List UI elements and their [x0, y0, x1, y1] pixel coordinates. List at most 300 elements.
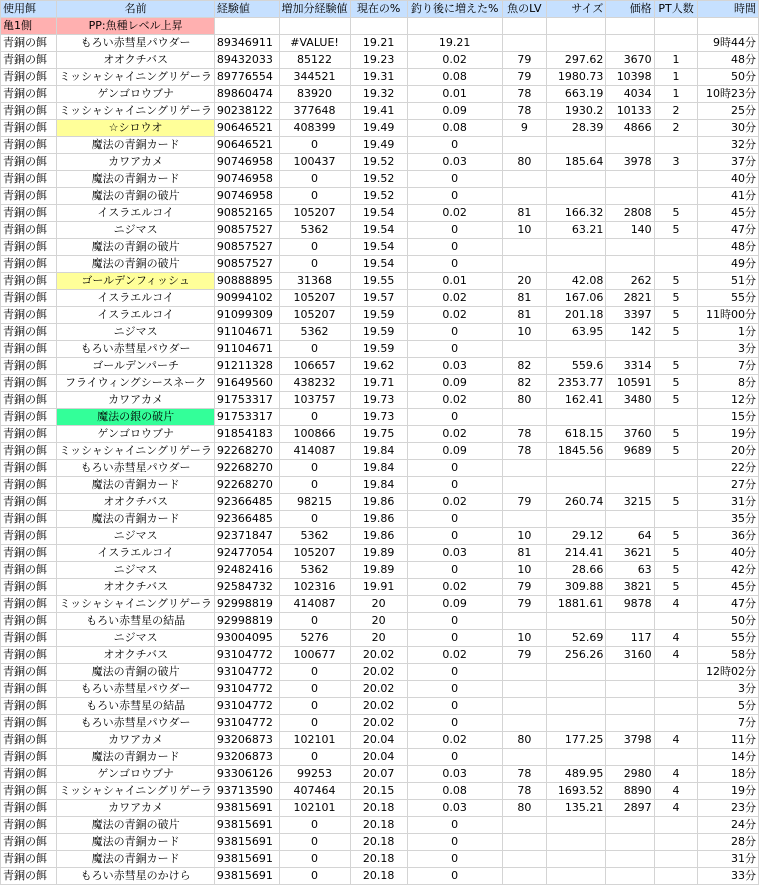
table-cell[interactable]: ミッシャシャイニングリゲーラ — [57, 783, 214, 800]
table-cell[interactable]: 45分 — [698, 579, 759, 596]
table-cell[interactable] — [502, 749, 547, 766]
table-cell[interactable]: 青銅の餌 — [1, 494, 57, 511]
table-cell[interactable]: 309.88 — [547, 579, 606, 596]
table-cell[interactable]: 0 — [279, 511, 350, 528]
table-cell[interactable]: 5 — [654, 324, 698, 341]
table-cell[interactable]: 20.02 — [350, 681, 407, 698]
table-cell[interactable]: 2897 — [606, 800, 654, 817]
table-cell[interactable]: 41分 — [698, 188, 759, 205]
table-cell[interactable] — [547, 511, 606, 528]
table-cell[interactable]: 0 — [407, 324, 502, 341]
column-header[interactable]: 時間 — [698, 1, 759, 18]
table-cell[interactable] — [606, 817, 654, 834]
table-cell[interactable]: 青銅の餌 — [1, 868, 57, 885]
table-cell[interactable]: 92998819 — [214, 596, 279, 613]
table-cell[interactable] — [502, 477, 547, 494]
table-cell[interactable]: 19.84 — [350, 477, 407, 494]
table-cell[interactable]: 14分 — [698, 749, 759, 766]
table-cell[interactable]: 90646521 — [214, 120, 279, 137]
table-cell[interactable]: 79 — [502, 494, 547, 511]
table-cell[interactable]: 0.09 — [407, 375, 502, 392]
table-cell[interactable]: 19.52 — [350, 188, 407, 205]
table-cell[interactable]: 5 — [654, 528, 698, 545]
table-cell[interactable]: 185.64 — [547, 154, 606, 171]
table-cell[interactable]: 19.62 — [350, 358, 407, 375]
table-cell[interactable]: 100677 — [279, 647, 350, 664]
table-cell[interactable]: 3397 — [606, 307, 654, 324]
table-cell[interactable]: もろい赤彗星のかけら — [57, 868, 214, 885]
table-cell[interactable]: 105207 — [279, 545, 350, 562]
table-cell[interactable]: 408399 — [279, 120, 350, 137]
table-cell[interactable]: イスラエルコイ — [57, 290, 214, 307]
table-cell[interactable]: 102101 — [279, 732, 350, 749]
table-cell[interactable]: 2808 — [606, 205, 654, 222]
table-cell[interactable]: 0.09 — [407, 443, 502, 460]
table-cell[interactable]: ゲンゴロウブナ — [57, 426, 214, 443]
table-cell[interactable]: 0.02 — [407, 647, 502, 664]
table-cell[interactable]: 55分 — [698, 290, 759, 307]
table-cell[interactable]: 10 — [502, 222, 547, 239]
table-cell[interactable]: 93104772 — [214, 647, 279, 664]
table-cell[interactable]: 青銅の餌 — [1, 205, 57, 222]
table-cell[interactable]: 青銅の餌 — [1, 52, 57, 69]
table-cell[interactable]: 19.75 — [350, 426, 407, 443]
table-cell[interactable]: 102316 — [279, 579, 350, 596]
table-cell[interactable]: 28.39 — [547, 120, 606, 137]
table-cell[interactable]: 0 — [279, 409, 350, 426]
table-cell[interactable]: 100437 — [279, 154, 350, 171]
table-cell[interactable]: 0 — [407, 664, 502, 681]
table-cell[interactable]: ミッシャシャイニングリゲーラ — [57, 596, 214, 613]
table-cell[interactable]: 4 — [654, 800, 698, 817]
table-cell[interactable]: 魔法の青銅カード — [57, 851, 214, 868]
table-cell[interactable]: 92366485 — [214, 511, 279, 528]
table-cell[interactable]: 5 — [654, 545, 698, 562]
table-cell[interactable]: 20 — [350, 613, 407, 630]
table-cell[interactable]: 89860474 — [214, 86, 279, 103]
table-cell[interactable]: 0 — [279, 681, 350, 698]
table-cell[interactable]: 91753317 — [214, 392, 279, 409]
table-cell[interactable]: 2 — [654, 120, 698, 137]
table-cell[interactable]: 25分 — [698, 103, 759, 120]
table-cell[interactable]: 0.08 — [407, 120, 502, 137]
table-cell[interactable]: 19.59 — [350, 307, 407, 324]
table-cell[interactable] — [654, 256, 698, 273]
table-cell[interactable]: 0 — [407, 341, 502, 358]
table-cell[interactable]: 105207 — [279, 307, 350, 324]
table-cell[interactable]: 19.91 — [350, 579, 407, 596]
table-cell[interactable]: 91753317 — [214, 409, 279, 426]
table-cell[interactable]: 0 — [407, 188, 502, 205]
table-cell[interactable] — [606, 137, 654, 154]
table-cell[interactable]: 83920 — [279, 86, 350, 103]
table-cell[interactable]: 3670 — [606, 52, 654, 69]
table-cell[interactable]: 3314 — [606, 358, 654, 375]
table-cell[interactable]: 0 — [279, 698, 350, 715]
table-cell[interactable]: 0.03 — [407, 766, 502, 783]
table-cell[interactable]: ニジマス — [57, 528, 214, 545]
table-cell[interactable]: 青銅の餌 — [1, 460, 57, 477]
table-cell[interactable]: 28.66 — [547, 562, 606, 579]
table-cell[interactable]: 81 — [502, 545, 547, 562]
table-cell[interactable]: 63 — [606, 562, 654, 579]
table-cell[interactable]: 19.54 — [350, 205, 407, 222]
table-cell[interactable] — [606, 868, 654, 885]
table-cell[interactable]: 青銅の餌 — [1, 800, 57, 817]
table-cell[interactable]: 91211328 — [214, 358, 279, 375]
table-cell[interactable]: 22分 — [698, 460, 759, 477]
table-cell[interactable]: カワアカメ — [57, 392, 214, 409]
table-cell[interactable]: 0 — [407, 681, 502, 698]
table-cell[interactable]: 4034 — [606, 86, 654, 103]
table-cell[interactable]: 青銅の餌 — [1, 647, 57, 664]
table-cell[interactable]: 19.71 — [350, 375, 407, 392]
table-cell[interactable]: 5 — [654, 290, 698, 307]
table-cell[interactable]: 91104671 — [214, 341, 279, 358]
table-cell[interactable]: 魔法の青銅の破片 — [57, 817, 214, 834]
table-cell[interactable]: 0 — [279, 171, 350, 188]
table-cell[interactable]: 19.73 — [350, 392, 407, 409]
table-cell[interactable]: 19.59 — [350, 324, 407, 341]
table-cell[interactable]: 青銅の餌 — [1, 596, 57, 613]
table-cell[interactable]: 0 — [279, 239, 350, 256]
table-cell[interactable]: 9689 — [606, 443, 654, 460]
table-cell[interactable]: 31368 — [279, 273, 350, 290]
table-cell[interactable]: 50分 — [698, 69, 759, 86]
table-cell[interactable]: 3分 — [698, 341, 759, 358]
table-cell[interactable] — [606, 460, 654, 477]
table-cell[interactable]: 135.21 — [547, 800, 606, 817]
table-cell[interactable]: 177.25 — [547, 732, 606, 749]
table-cell[interactable]: 58分 — [698, 647, 759, 664]
table-cell[interactable]: 10 — [502, 528, 547, 545]
table-cell[interactable]: 1 — [654, 86, 698, 103]
table-cell[interactable]: 90852165 — [214, 205, 279, 222]
table-cell[interactable]: ☆シロウオ — [57, 120, 214, 137]
table-cell[interactable]: フライウィングシースネーク — [57, 375, 214, 392]
table-cell[interactable] — [654, 137, 698, 154]
table-cell[interactable] — [654, 341, 698, 358]
table-cell[interactable] — [547, 749, 606, 766]
table-cell[interactable]: 82 — [502, 375, 547, 392]
table-cell[interactable]: オオクチバス — [57, 494, 214, 511]
table-cell[interactable]: 0 — [279, 817, 350, 834]
table-cell[interactable]: 80 — [502, 732, 547, 749]
table-cell[interactable]: 27分 — [698, 477, 759, 494]
table-cell[interactable]: オオクチバス — [57, 579, 214, 596]
table-cell[interactable]: 407464 — [279, 783, 350, 800]
table-cell[interactable]: 青銅の餌 — [1, 239, 57, 256]
table-cell[interactable]: 5276 — [279, 630, 350, 647]
table-cell[interactable]: 青銅の餌 — [1, 630, 57, 647]
table-cell[interactable]: 0 — [407, 834, 502, 851]
table-cell[interactable]: 4 — [654, 630, 698, 647]
table-cell[interactable]: 78 — [502, 426, 547, 443]
table-cell[interactable]: 20.15 — [350, 783, 407, 800]
table-cell[interactable]: 377648 — [279, 103, 350, 120]
table-cell[interactable]: 0.02 — [407, 52, 502, 69]
table-cell[interactable]: 19.55 — [350, 273, 407, 290]
table-cell[interactable]: 魔法の青銅カード — [57, 171, 214, 188]
table-cell[interactable]: 1881.61 — [547, 596, 606, 613]
table-cell[interactable]: 0 — [279, 188, 350, 205]
table-cell[interactable]: 0 — [279, 749, 350, 766]
table-cell[interactable]: 90994102 — [214, 290, 279, 307]
table-cell[interactable]: 618.15 — [547, 426, 606, 443]
table-cell[interactable] — [502, 868, 547, 885]
table-cell[interactable]: 青銅の餌 — [1, 545, 57, 562]
table-cell[interactable]: 19.49 — [350, 120, 407, 137]
table-cell[interactable]: 0 — [279, 460, 350, 477]
table-cell[interactable]: 19.41 — [350, 103, 407, 120]
table-cell[interactable] — [606, 511, 654, 528]
table-cell[interactable]: 0.01 — [407, 273, 502, 290]
table-cell[interactable] — [547, 460, 606, 477]
table-cell[interactable]: 20.04 — [350, 749, 407, 766]
table-cell[interactable]: 0 — [407, 630, 502, 647]
table-cell[interactable]: 3978 — [606, 154, 654, 171]
table-cell[interactable]: 19.84 — [350, 443, 407, 460]
table-cell[interactable] — [502, 137, 547, 154]
table-cell[interactable]: 7分 — [698, 358, 759, 375]
table-cell[interactable]: 0.02 — [407, 426, 502, 443]
table-cell[interactable]: 0 — [407, 460, 502, 477]
table-cell[interactable] — [547, 341, 606, 358]
table-cell[interactable]: 3621 — [606, 545, 654, 562]
table-cell[interactable]: 105207 — [279, 205, 350, 222]
table-cell[interactable] — [502, 188, 547, 205]
table-cell[interactable]: 99253 — [279, 766, 350, 783]
table-cell[interactable]: 10591 — [606, 375, 654, 392]
table-cell[interactable]: 63.21 — [547, 222, 606, 239]
table-cell[interactable]: 青銅の餌 — [1, 86, 57, 103]
table-cell[interactable]: 64 — [606, 528, 654, 545]
table-cell[interactable]: もろい赤彗星パウダー — [57, 681, 214, 698]
table-cell[interactable]: 青銅の餌 — [1, 222, 57, 239]
table-cell[interactable]: イスラエルコイ — [57, 307, 214, 324]
column-header[interactable]: 価格 — [606, 1, 654, 18]
column-header[interactable]: サイズ — [547, 1, 606, 18]
table-cell[interactable]: カワアカメ — [57, 800, 214, 817]
table-cell[interactable]: 0.01 — [407, 86, 502, 103]
table-cell[interactable]: 5 — [654, 222, 698, 239]
table-cell[interactable]: 2980 — [606, 766, 654, 783]
table-cell[interactable]: ニジマス — [57, 222, 214, 239]
table-cell[interactable]: 91854183 — [214, 426, 279, 443]
column-header[interactable]: 釣り後に増えた% — [407, 1, 502, 18]
table-cell[interactable]: 魔法の青銅の破片 — [57, 256, 214, 273]
table-cell[interactable]: 青銅の餌 — [1, 579, 57, 596]
table-cell[interactable]: 0.03 — [407, 800, 502, 817]
table-cell[interactable]: 100866 — [279, 426, 350, 443]
table-cell[interactable]: 42分 — [698, 562, 759, 579]
table-cell[interactable]: 20.02 — [350, 715, 407, 732]
table-cell[interactable]: 0 — [407, 613, 502, 630]
table-cell[interactable]: 90857527 — [214, 239, 279, 256]
table-cell[interactable]: 19.23 — [350, 52, 407, 69]
table-cell[interactable]: 青銅の餌 — [1, 375, 57, 392]
table-cell[interactable] — [547, 477, 606, 494]
table-cell[interactable]: 0.09 — [407, 596, 502, 613]
table-cell[interactable]: 青銅の餌 — [1, 188, 57, 205]
table-cell[interactable] — [606, 341, 654, 358]
table-cell[interactable]: 青銅の餌 — [1, 307, 57, 324]
table-cell[interactable]: 魔法の青銅カード — [57, 137, 214, 154]
table-cell[interactable]: 93104772 — [214, 715, 279, 732]
table-cell[interactable] — [502, 681, 547, 698]
table-cell[interactable] — [502, 715, 547, 732]
table-cell[interactable]: 5362 — [279, 562, 350, 579]
table-cell[interactable]: 19.49 — [350, 137, 407, 154]
table-cell[interactable]: 214.41 — [547, 545, 606, 562]
table-cell[interactable] — [502, 460, 547, 477]
table-cell[interactable]: 81 — [502, 307, 547, 324]
table-cell[interactable]: 魔法の青銅カード — [57, 511, 214, 528]
table-cell[interactable] — [502, 613, 547, 630]
table-cell[interactable]: 19.86 — [350, 528, 407, 545]
table-cell[interactable]: ニジマス — [57, 562, 214, 579]
table-cell[interactable]: ゴールデンパーチ — [57, 358, 214, 375]
table-cell[interactable]: 20.18 — [350, 868, 407, 885]
table-cell[interactable]: 89346911 — [214, 35, 279, 52]
table-cell[interactable] — [502, 511, 547, 528]
table-cell[interactable]: 20.18 — [350, 800, 407, 817]
table-cell[interactable]: 19.21 — [350, 35, 407, 52]
table-cell[interactable]: ミッシャシャイニングリゲーラ — [57, 443, 214, 460]
table-cell[interactable]: 青銅の餌 — [1, 834, 57, 851]
table-cell[interactable]: ゲンゴロウブナ — [57, 766, 214, 783]
table-cell[interactable]: 0 — [279, 664, 350, 681]
table-cell[interactable]: 青銅の餌 — [1, 562, 57, 579]
table-cell[interactable]: 10 — [502, 324, 547, 341]
table-cell[interactable]: 青銅の餌 — [1, 749, 57, 766]
table-cell[interactable]: 31分 — [698, 494, 759, 511]
table-cell[interactable]: 10133 — [606, 103, 654, 120]
table-cell[interactable]: 414087 — [279, 596, 350, 613]
table-cell[interactable]: 19.32 — [350, 86, 407, 103]
table-cell[interactable]: 0 — [407, 562, 502, 579]
table-cell[interactable]: 9 — [502, 120, 547, 137]
table-cell[interactable]: 2353.77 — [547, 375, 606, 392]
table-cell[interactable]: 256.26 — [547, 647, 606, 664]
table-cell[interactable]: 92584732 — [214, 579, 279, 596]
table-cell[interactable]: 0.02 — [407, 290, 502, 307]
table-cell[interactable]: 48分 — [698, 52, 759, 69]
subheader-left[interactable]: 亀1側 — [1, 18, 57, 35]
table-cell[interactable]: 90857527 — [214, 222, 279, 239]
table-cell[interactable]: 0 — [407, 239, 502, 256]
table-cell[interactable]: オオクチバス — [57, 647, 214, 664]
table-cell[interactable]: 297.62 — [547, 52, 606, 69]
table-cell[interactable]: ゲンゴロウブナ — [57, 86, 214, 103]
table-cell[interactable]: 0 — [407, 256, 502, 273]
table-cell[interactable]: 1980.73 — [547, 69, 606, 86]
table-cell[interactable] — [654, 664, 698, 681]
table-cell[interactable]: 92477054 — [214, 545, 279, 562]
table-cell[interactable] — [547, 817, 606, 834]
table-cell[interactable]: 162.41 — [547, 392, 606, 409]
table-cell[interactable]: 55分 — [698, 630, 759, 647]
table-cell[interactable]: 29.12 — [547, 528, 606, 545]
table-cell[interactable]: 青銅の餌 — [1, 783, 57, 800]
table-cell[interactable]: 19.54 — [350, 239, 407, 256]
table-cell[interactable] — [606, 239, 654, 256]
column-header[interactable]: 現在の% — [350, 1, 407, 18]
table-cell[interactable]: 3798 — [606, 732, 654, 749]
table-cell[interactable]: 0.09 — [407, 103, 502, 120]
table-cell[interactable]: 90746958 — [214, 171, 279, 188]
table-cell[interactable]: もろい赤彗星の結晶 — [57, 613, 214, 630]
table-cell[interactable]: 青銅の餌 — [1, 477, 57, 494]
table-cell[interactable]: 2 — [654, 103, 698, 120]
table-cell[interactable]: 3821 — [606, 579, 654, 596]
table-cell[interactable]: 19.89 — [350, 562, 407, 579]
table-cell[interactable]: 0 — [407, 528, 502, 545]
table-cell[interactable]: 80 — [502, 154, 547, 171]
table-cell[interactable] — [654, 511, 698, 528]
table-cell[interactable]: 5 — [654, 392, 698, 409]
table-cell[interactable] — [654, 817, 698, 834]
table-cell[interactable]: 31分 — [698, 851, 759, 868]
table-cell[interactable]: 167.06 — [547, 290, 606, 307]
table-cell[interactable]: 0.03 — [407, 154, 502, 171]
table-cell[interactable]: 20 — [350, 596, 407, 613]
table-cell[interactable]: ミッシャシャイニングリゲーラ — [57, 69, 214, 86]
table-cell[interactable]: 0 — [407, 511, 502, 528]
table-cell[interactable] — [547, 715, 606, 732]
table-cell[interactable]: 青銅の餌 — [1, 324, 57, 341]
table-cell[interactable]: 78 — [502, 783, 547, 800]
table-cell[interactable]: 79 — [502, 52, 547, 69]
table-cell[interactable]: 11分 — [698, 732, 759, 749]
table-cell[interactable] — [502, 409, 547, 426]
table-cell[interactable]: 92998819 — [214, 613, 279, 630]
table-cell[interactable]: 魔法の青銅の破片 — [57, 239, 214, 256]
table-cell[interactable]: 12分 — [698, 392, 759, 409]
table-cell[interactable]: 20 — [502, 273, 547, 290]
table-cell[interactable]: カワアカメ — [57, 154, 214, 171]
table-cell[interactable]: 90646521 — [214, 137, 279, 154]
table-cell[interactable] — [547, 188, 606, 205]
table-cell[interactable]: 50分 — [698, 613, 759, 630]
table-cell[interactable]: 28分 — [698, 834, 759, 851]
table-cell[interactable]: 8890 — [606, 783, 654, 800]
table-cell[interactable]: 93004095 — [214, 630, 279, 647]
table-cell[interactable]: オオクチバス — [57, 52, 214, 69]
table-cell[interactable]: 79 — [502, 579, 547, 596]
table-cell[interactable] — [654, 409, 698, 426]
table-cell[interactable]: 0 — [279, 834, 350, 851]
table-cell[interactable]: 93815691 — [214, 817, 279, 834]
table-cell[interactable]: 5 — [654, 358, 698, 375]
table-cell[interactable]: 青銅の餌 — [1, 766, 57, 783]
table-cell[interactable]: 5362 — [279, 222, 350, 239]
table-cell[interactable]: 魔法の青銅カード — [57, 477, 214, 494]
table-cell[interactable] — [547, 137, 606, 154]
table-cell[interactable]: 0 — [407, 171, 502, 188]
table-cell[interactable] — [654, 851, 698, 868]
table-cell[interactable] — [547, 613, 606, 630]
table-cell[interactable]: 1930.2 — [547, 103, 606, 120]
table-cell[interactable]: 0 — [407, 749, 502, 766]
column-header[interactable]: 経験値 — [214, 1, 279, 18]
table-cell[interactable]: 5 — [654, 562, 698, 579]
table-cell[interactable]: 33分 — [698, 868, 759, 885]
table-cell[interactable]: 19.84 — [350, 460, 407, 477]
table-cell[interactable]: 92268270 — [214, 460, 279, 477]
table-cell[interactable] — [502, 834, 547, 851]
table-cell[interactable]: 青銅の餌 — [1, 528, 57, 545]
